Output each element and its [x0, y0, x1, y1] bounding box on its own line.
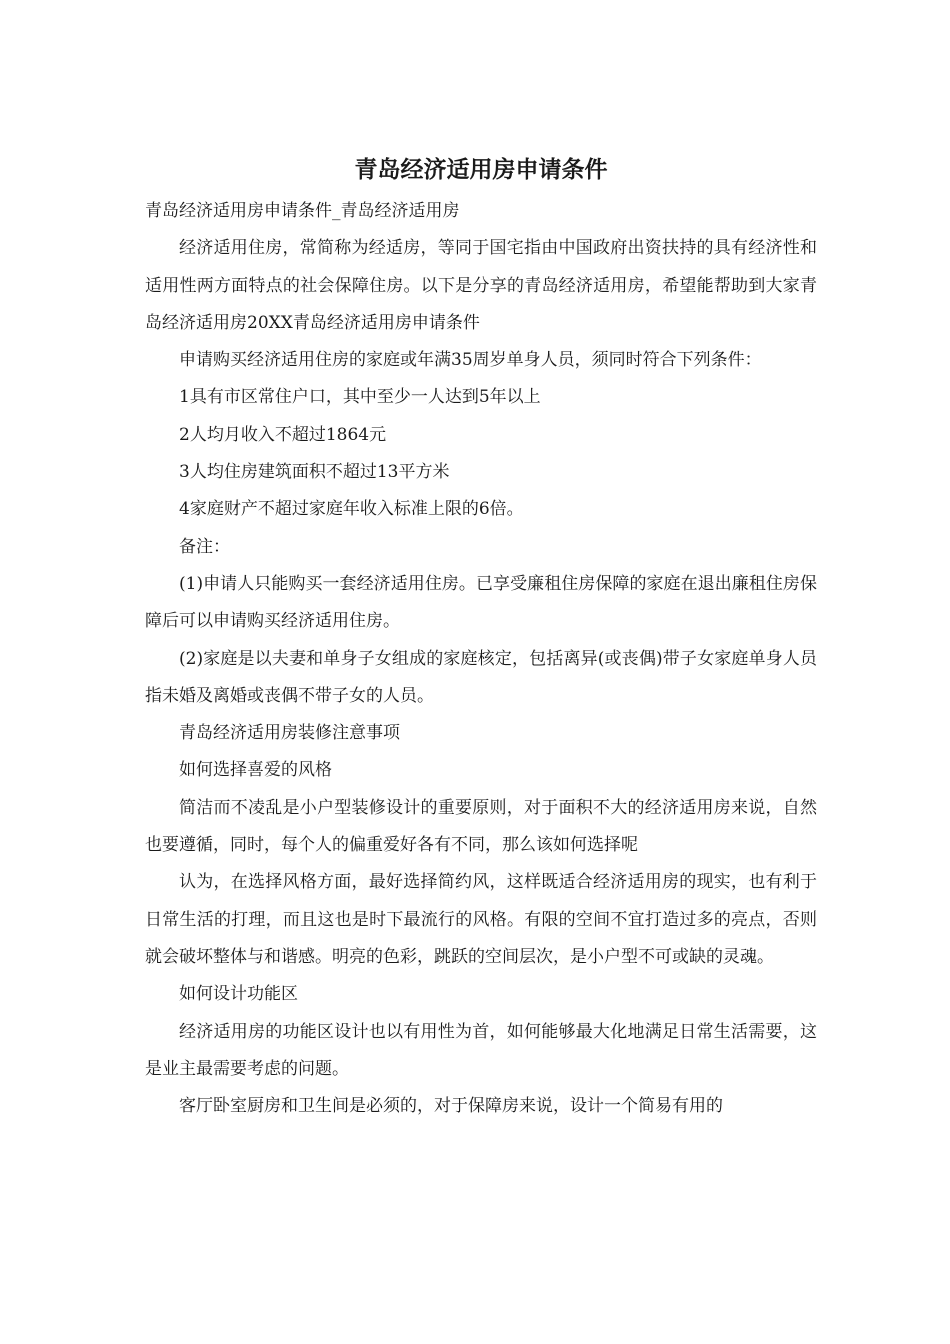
- function-area-paragraph-2: 客厅卧室厨房和卫生间是必须的，对于保障房来说，设计一个简易有用的: [179, 1096, 723, 1117]
- condition-item-3: 3人均住房建筑面积不超过13平方米: [179, 462, 450, 483]
- decoration-section-heading: 青岛经济适用房装修注意事项: [179, 723, 400, 744]
- remark-item-1: (1)申请人只能购买一套经济适用住房。已享受廉租住房保障的家庭在退出廉租住房保障后可以申请购买经济适用住房。: [145, 573, 817, 632]
- style-paragraph-2: 认为，在选择风格方面，最好选择简约风，这样既适合经济适用房的现实，也有利于日常生活的打理，而且这也是时下最流行的风格。有限的空间不宜打造过多的亮点，否则就会破坏整体与和谐感。明亮的色彩，跳跃的空间层次，是小户型不可或缺的灵魂。: [145, 872, 817, 967]
- document-body: [145, 193, 817, 1125]
- function-area-paragraph-1: 经济适用房的功能区设计也以有用性为首，如何能够最大化地满足日常生活需要，这是业主最需要考虑的问题。: [145, 1021, 817, 1079]
- condition-item-2: 2人均月收入不超过1864元: [179, 424, 387, 445]
- intro-paragraph: 经济适用住房，常简称为经适房，等同于国宅指由中国政府出资扶持的具有经济性和适用性两方面特点的社会保障住房。以下是分享的青岛经济适用房，希望能帮助到大家青岛经济适用房20XX青岛经济适用房申请条件: [145, 238, 817, 333]
- subtitle-paragraph: 青岛经济适用房申请条件_青岛经济适用房: [145, 201, 460, 221]
- conditions-intro-paragraph: 申请购买经济适用住房的家庭或年满35周岁单身人员，须同时符合下列条件：: [179, 350, 762, 371]
- style-paragraph-1: 简洁而不凌乱是小户型装修设计的重要原则，对于面积不大的经济适用房来说，自然也要遵循，同时，每个人的偏重爱好各有不同，那么该如何选择呢: [145, 797, 817, 856]
- function-area-subheading: 如何设计功能区: [179, 984, 298, 1005]
- document-title: 青岛经济适用房申请条件: [354, 156, 608, 183]
- style-subheading: 如何选择喜爱的风格: [179, 760, 332, 781]
- remarks-heading: 备注：: [179, 536, 230, 557]
- condition-item-4: 4家庭财产不超过家庭年收入标准上限的6倍。: [179, 499, 524, 520]
- condition-item-1: 1具有市区常住户口，其中至少一人达到5年以上: [179, 387, 541, 408]
- remark-item-2: (2)家庭是以夫妻和单身子女组成的家庭核定，包括离异(或丧偶)带子女家庭单身人员指未婚及离婚或丧偶不带子女的人员。: [145, 648, 817, 706]
